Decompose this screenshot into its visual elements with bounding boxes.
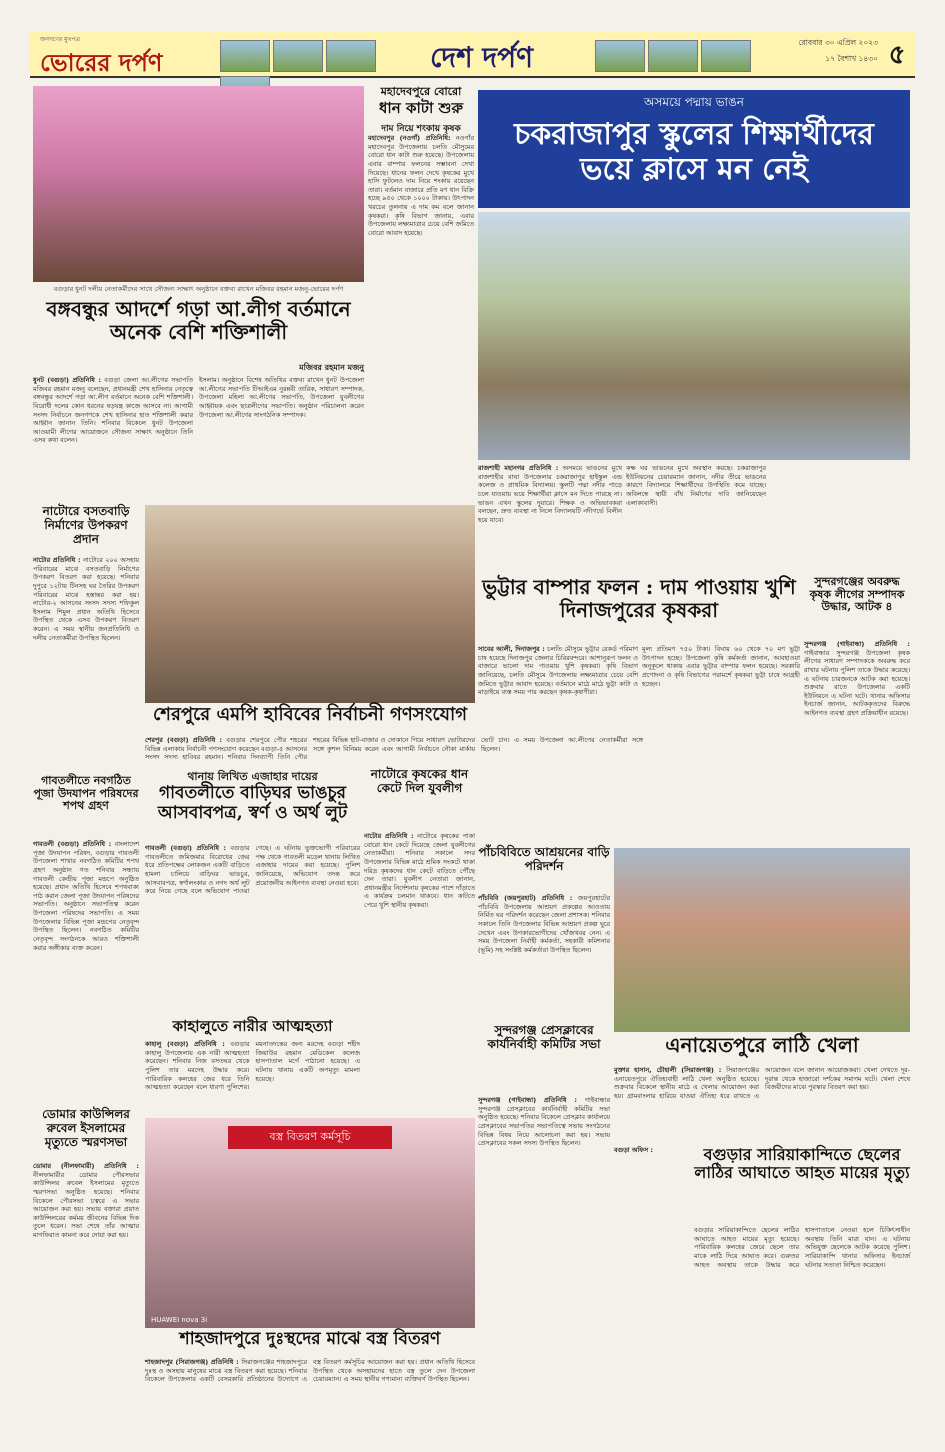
- top-story-body-3: [770, 464, 910, 568]
- article-text: বাংলাদেশ পূজা উদযাপন পরিষদ, বগুড়ার গাবতলী উপজেলা শাখার নবগঠিত কমিটির শপথ গ্রহণ অনুষ্ঠান গত শনিবার সন্ধ্যায় গাবতলী কেন্দ্রীয় পূজা মন্ডপে অনুষ্ঠিত হয়েছে। প্রধান অতিথি হিসেবে শপথবাক্য পাঠ করান জেলা পূজা উদযাপন পরিষদের সভাপতি। অনুষ্ঠানে সভাপতিত্ব করেন উপজেলা পরিষদের সভাপতি। এ সময় উপজেলার বিভিন্ন পূজা মন্ডপের নেতৃবৃন্দ উপস্থিত ছিলেন। নবগঠিত কমিটির নেতৃবৃন্দ সংগঠনকে আরও শক্তিশালী করার অঙ্গীকার ব্যক্ত করেন।: [33, 840, 139, 952]
- article-text: মূল্য প্রতিমণ ৭৫০ টাকা। বিঘায় ৬০ থেকে ৭০ মণ ভুট্টা উৎপাদন হচ্ছে। উপজেলা কৃষি কর্মকর্তা জানান, আবহাওয়া অনুকূলে থাকায় এবার ভুট্টার বাম্পার ফলন হয়েছে। সরকারি প্রণোদনা ও কৃষি বিভাগের পরামর্শে কৃষকরা ভুট্টা চাষে আগ্রহী হচ্ছেন।: [642, 645, 800, 688]
- headline-bangabandhu: বঙ্গবন্ধুর আদর্শে গড়া আ.লীগ বর্তমানে অনেক বেশি শক্তিশালী: [46, 297, 351, 344]
- byline: নাটোর প্রতিনিধি :: [33, 556, 81, 564]
- thumb-image: [326, 40, 376, 72]
- article-text: নীলফামারীর ডোমার পৌরসভার কাউন্সিলর রুবেল ইসলামের মৃত্যুতে স্মরণসভা অনুষ্ঠিত হয়েছে। শনিবার বিকেলে পৌরসভা চত্বরে এ সভার আয়োজন করা হয়। সভায় বক্তারা প্রয়াত কাউন্সিলরের কর্মময় জীবনের বিভিন্ন দিক তুলে ধরেন। সভা শেষে তাঁর আত্মার মাগফিরাত কামনা করে দোয়া করা হয়।: [33, 1170, 139, 1240]
- headline-sundarganj-press: সুন্দরগঞ্জ প্রেসক্লাবের কার্যনির্বাহী কমিটির সভা: [487, 1023, 601, 1051]
- headline-kahalu: কাহালুতে নারীর আত্মহত্যা: [172, 1017, 333, 1035]
- article-body-vutta-2: [642, 645, 800, 841]
- article-body-lathi: [614, 1066, 910, 1142]
- top-story-headline-box: [478, 90, 910, 208]
- article-text: বগুড়া জেলা আ.লীগের সভাপতি মজিবর রহমান মজনু বলেছেন, প্রধানমন্ত্রী শেখ হাসিনার নেতৃত্বে বঙ্গবন্ধুর আদর্শে গড়া আ.লীগ বর্তমানে অনেক বেশি শক্তিশালী। বিরোধী দলের কোন ধরনের ষড়যন্ত্র কাজে আসবে না। আগামী সংসদ নির্বাচনে জনগণকে শেখ হাসিনার হাত শক্তিশালী করার আহ্বান জানান তিনি। শনিবার বিকেলে ধুনট উপজেলা আওয়ামী লীগের আয়োজনে সৌজন্য সাক্ষাৎ অনুষ্ঠানে তিনি এসব কথা বলেন।: [33, 376, 193, 445]
- masthead-photo-strip-left: [220, 40, 420, 74]
- harvest-deck: দাম নিয়ে শংকায় কৃষক: [381, 124, 461, 134]
- thumb-image: [273, 40, 323, 72]
- byline: সুন্দরগঞ্জ (গাইবান্ধা) প্রতিনিধি :: [804, 640, 910, 648]
- author-name: মজিবর রহমান মজনু: [299, 363, 364, 372]
- article-body-puja: [33, 840, 139, 1102]
- headline-natore-rice: নাটোরে কৃষকের ধান কেটে দিল যুবলীগ: [370, 767, 469, 795]
- article-text: বগুড়ার গাবতলীতে জমিজমার বিরোধের জের ধরে প্রতিপক্ষের লোকজন একটি বাড়িতে হামলা চালিয়ে বাড়িঘর ভাঙচুর, আসবাবপত্র, স্বর্ণালংকার ও নগদ অর্থ লুট করে নিয়ে গেছে বলে অভিযোগ পাওয়া গেছে। এ ঘটনায় ভুক্তভোগী পরিবারের পক্ষ থেকে গাবতলী মডেল থানায় লিখিত এজাহার দায়ের করা হয়েছে। পুলিশ জানিয়েছে, অভিযোগ তদন্ত করে প্রয়োজনীয় আইনগত ব্যবস্থা নেওয়া হবে।: [145, 844, 360, 896]
- masthead: [30, 32, 915, 78]
- river-erosion-photo: [478, 212, 910, 460]
- byline: গাবতলী (বগুড়া) প্রতিনিধি :: [145, 844, 226, 852]
- article-body-sariakandi: [694, 1226, 910, 1422]
- date-gregorian: রোববার ৩০ এপ্রিল ২০২৩: [798, 38, 878, 47]
- article-text: চলতি মৌসুমে ভুট্টার রেকর্ড পরিমাণ চাষ হয়েছে দিনাজপুর জেলার চিরিরবন্দরে। আশানুরূপ ফলন ও বাজারে ভালো দাম পাওয়ায় খুশি কৃষকরা। কৃষি বিভাগ জানিয়েছে, চলতি মৌসুমে উপজেলায় লক্ষ্যমাত্রার চেয়ে বেশি জমিতে ভুট্টার আবাদ হয়েছে। বর্তমানে মাঠে মাঠে ভুট্টা কাটা ও মাড়াইয়ে ব্যস্ত সময় পার করছেন কৃষক-কৃষাণীরা।: [478, 645, 638, 697]
- photo-watermark: HUAWEI nova 3i: [151, 1316, 208, 1324]
- article-body-vutta-1: [478, 645, 638, 841]
- section-title: দেশ দর্পণ: [430, 41, 534, 74]
- rally-photo-caption: বগুড়ার ধুনট দলীয় নেতাকর্মীদের সাথে সৌজন্য সাক্ষাৎ অনুষ্ঠানে বক্তব্য রাখেন মজিবর রহমান মজনু-ভোরের দর্পণ: [53, 285, 344, 293]
- headline-clothes: শাহজাদপুরে দুঃস্থদের মাঝে বস্ত্র বিতরণ: [179, 1329, 441, 1349]
- byline: ধুনট (বগুড়া) প্রতিনিধি :: [33, 376, 101, 384]
- byline: মহাদেবপুর (নওগাঁ) প্রতিনিধি:: [368, 134, 451, 142]
- article-text: কক্ষ ঘর ভাঙনের মুখে অবস্থান করছে। চকরাজাপুর ইউনিয়নের চেয়ারম্যান জানান, নদীর তীরে ভাঙনের কারণে বিদ্যালয়ে শিক্ষার্থীদের উপস্থিতি কমে যাচ্ছে। অবিলম্বে স্থায়ী বাঁধ নির্মাণের দাবি জানিয়েছেন এলাকাবাসী।: [626, 464, 766, 507]
- headline-panchbibi: পাঁচবিবিতে আশ্রয়নের বাড়ি পরিদর্শন: [478, 845, 610, 873]
- article-body-housing: [33, 556, 139, 770]
- byline: ডোমার (নীলফামারী) প্রতিনিধি :: [33, 1162, 139, 1170]
- byline: মুক্তার হাসান, চৌহালী (সিরাজগঞ্জ) :: [614, 1066, 722, 1074]
- article-text: জয়পুরহাটের পাঁচবিবি উপজেলায় আশ্রয়ণ প্রকল্পের আওতায় নির্মিত ঘর পরিদর্শন করেছেন জেলা প্রশাসক। শনিবার সকালে তিনি উপজেলার বিভিন্ন আশ্রয়ণ প্রকল্প ঘুরে দেখেন এবং উপকারভোগীদের খোঁজখবর নেন। এ সময় উপজেলা নির্বাহী কর্মকর্তা, সহকারী কমিশনার (ভূমি) সহ সংশ্লিষ্ট কর্মকর্তারা উপস্থিত ছিলেন।: [478, 894, 610, 954]
- headline-harvest: ধান কাটা শুরু: [379, 99, 463, 117]
- thumb-image: [595, 40, 645, 72]
- clothes-banner: বস্ত্র বিতরণ কর্মসূচি: [228, 1126, 392, 1149]
- brand-logo: ভোরের দর্পণ: [40, 48, 163, 77]
- page-number: ৫: [888, 40, 906, 70]
- article-text: বগুড়ার শেরপুরে পৌর শহরের বিভিন্ন এলাকায় নির্বাচনী গণসংযোগ করেছেন বগুড়া-৫ আসনের সংসদ সদস্য হাবিবর রহমান। শনিবার দিনব্যাপী তিনি পৌর শহরের বিভিন্ন হাট-বাজার ও দোকানে গিয়ে সাধারণ ভোটারদের সঙ্গে কুশল বিনিময় করেন এবং আগামী নির্বাচনে নৌকা মার্কায় ভোট চান। এ সময় উপজেলা আ.লীগের নেতাকর্মীরা সঙ্গে ছিলেন।: [145, 736, 643, 762]
- headline-vutta: ভুট্টার বাম্পার ফলন : দাম পাওয়ায় খুশি দিনাজপুরের কৃষকরা: [482, 575, 796, 622]
- article-body-bangabandhu-2: [199, 376, 364, 500]
- byline: শাহজাদপুর (সিরাজগঞ্জ) প্রতিনিধি :: [145, 1358, 239, 1366]
- headline-councillor: ডোমার কাউন্সিলর রুবেল ইসলামের মৃত্যুতে স্মরণসভা: [42, 1107, 130, 1149]
- article-body-natore-rice: [364, 832, 475, 1062]
- article-body-sherpur: [145, 736, 643, 766]
- article-body-councillor: [33, 1162, 139, 1422]
- date-block: [768, 38, 878, 74]
- article-body-sundarganj-press: [478, 1096, 610, 1422]
- byline: পাঁচবিবি (জয়পুরহাট) প্রতিনিধি :: [478, 894, 573, 902]
- headline-theft: গাবতলীতে বাড়িঘর ভাঙচুর আসবাবপত্র, স্বর্ণ ও অর্থ লুট: [157, 783, 348, 823]
- thumb-image: [648, 40, 698, 72]
- article-body-sariakandi-lead: [614, 1146, 690, 1422]
- headline-harvest-top: মহাদেবপুরে বোরো: [380, 85, 462, 98]
- date-bengali: ১৭ বৈশাখ ১৪৩০: [825, 54, 878, 63]
- article-text: ইসলাম। অনুষ্ঠানে বিশেষ অতিথির বক্তব্য রাখেন ধুনট উপজেলা আ.লীগের সভাপতি টিআইএম নুরন্নবী তারিক, সাধারণ সম্পাদক, উপজেলা মহিলা আ.লীগের সভাপতি, উপজেলা যুবলীগের আহ্বায়ক এবং ছাত্রলীগের সভাপতি। অনুষ্ঠান পরিচালনা করেন উপজেলা আ.লীগের সাংগঠনিক সম্পাদক।: [199, 376, 364, 419]
- article-body-sundarganj-arrest: [804, 640, 910, 840]
- headline-sundarganj-arrest: সুন্দরগঞ্জের অবরুদ্ধ কৃষক লীগের সম্পাদক উদ্ধার, আটক ৪: [809, 575, 905, 614]
- campaign-photo: [145, 505, 475, 703]
- article-text: নাটোরে কৃষকের পাকা বোরো ধান কেটে দিয়েছে জেলা যুবলীগের নেতাকর্মীরা। শনিবার সকালে সদর উপজেলার বিভিন্ন মাঠে শ্রমিক সংকটে থাকা দরিদ্র কৃষকদের ধান কেটে বাড়িতে পৌঁছে দেন তারা। যুবলীগ নেতারা জানান, প্রধানমন্ত্রীর নির্দেশনায় কৃষকের পাশে দাঁড়াতে এ কার্যক্রম চলমান থাকবে। ধান কাটতে পেরে খুশি স্থানীয় কৃষকরা।: [364, 832, 475, 910]
- article-body-kahalu: [145, 1040, 360, 1110]
- brand-tagline: জনগণের মুখপত্র: [40, 36, 80, 43]
- article-text: সিরাজগঞ্জের এনায়েতপুরে ঐতিহ্যবাহী লাঠি খেলা অনুষ্ঠিত হয়েছে। শুক্রবার বিকেলে স্থানীয় মাঠে এ খেলার আয়োজন করা হয়। গ্রামবাংলার হারিয়ে যাওয়া ঐতিহ্য ধরে রাখতে এ আয়োজন বলে জানান আয়োজকরা। খেলা দেখতে দূর-দূরান্ত থেকে হাজারো দর্শকের সমাগম ঘটে। খেলা শেষে বিজয়ীদের মাঝে পুরস্কার বিতরণ করা হয়।: [614, 1066, 910, 1100]
- article-text: অসময়ে ভাঙনের মুখে রাজশাহীর বাঘা উপজেলার চকরাজাপুর হাইস্কুল এন্ড কলেজ ও প্রাথমিক বিদ্যালয়। স্কুলটি পদ্মা নদীর পাড়ে চলে যাওয়ায় ভয়ে শিক্ষার্থীরা ক্লাসে মন দিতে পারছে না। ভাঙন এখন স্কুলের দুয়ারে। শিক্ষক ও অভিভাবকরা বলছেন, দ্রুত ব্যবস্থা না নিলে বিদ্যালয়টি নদীগর্ভে বিলীন হয়ে যাবে।: [478, 464, 622, 524]
- byline: সুন্দরগঞ্জ (গাইবান্ধা) প্রতিনিধি :: [478, 1096, 577, 1104]
- byline: শেরপুর (বগুড়া) প্রতিনিধি :: [145, 736, 223, 744]
- article-text: গাইবান্ধার সুন্দরগঞ্জ প্রেসক্লাবের কার্যনির্বাহী কমিটির সভা অনুষ্ঠিত হয়েছে। শনিবার বিকেলে প্রেসক্লাব কার্যালয়ে প্রেসক্লাবের সভাপতির সভাপতিত্বে সভায় সংগঠনের বিভিন্ন বিষয় নিয়ে আলোচনা করা হয়। সভায় প্রেসক্লাবের সকল সদস্য উপস্থিত ছিলেন।: [478, 1096, 610, 1148]
- byline: নাটোর প্রতিনিধি :: [364, 832, 414, 840]
- byline: রাজশাহী মহানগর প্রতিনিধি :: [478, 464, 559, 472]
- top-story-body-1: [478, 464, 622, 568]
- headline-housing: নাটোরে বসতবাড়ি নির্মাণের উপকরণ প্রদান: [42, 504, 130, 546]
- article-body-theft: [145, 844, 360, 1014]
- top-story-headline: চকরাজাপুর স্কুলের শিক্ষার্থীদের ভয়ে ক্লাসে মন নেই: [514, 117, 874, 187]
- masthead-photo-strip-right: [595, 40, 765, 74]
- top-story-kicker: অসময়ে পদ্মায় ভাঙন: [644, 95, 744, 109]
- article-text: বগুড়ার কাহালু উপজেলায় এক নারী আত্মহত্যা করেছেন। শনিবার নিজ বসতঘর থেকে পুলিশ তার মরদেহ উদ্ধার করে। পারিবারিক কলহের জের ধরে তিনি আত্মহত্যা করেছেন বলে ধারণা পুলিশের। ময়নাতদন্তের জন্য মরদেহ বগুড়া শহীদ জিয়াউর রহমান মেডিকেল কলেজ হাসপাতাল মর্গে পাঠানো হয়েছে। এ ঘটনায় থানায় একটি অপমৃত্যু মামলা হয়েছে।: [145, 1040, 360, 1092]
- clothes-photo: [145, 1118, 475, 1328]
- lathi-khela-photo: [614, 848, 910, 1032]
- thumb-image: [220, 40, 270, 72]
- article-body-clothes: [145, 1358, 475, 1422]
- article-text: সিরাজগঞ্জের শাহজাদপুরে দুঃস্থ ও অসহায় মানুষের মাঝে বস্ত্র বিতরণ করা হয়েছে। শনিবার বিকেলে উপজেলার একটি বেসরকারি প্রতিষ্ঠানের উদ্যোগে এ বস্ত্র বিতরণ কর্মসূচির আয়োজন করা হয়। প্রধান অতিথি হিসেবে উপস্থিত থেকে অসহায়দের হাতে বস্ত্র তুলে দেন উপজেলা চেয়ারম্যান। এ সময় স্থানীয় গণ্যমান্য ব্যক্তিবর্গ উপস্থিত ছিলেন।: [145, 1358, 475, 1384]
- rally-photo: [33, 86, 364, 282]
- byline: সাবের আলী, দিনাজপুর :: [478, 645, 545, 653]
- article-body-bangabandhu: [33, 376, 193, 500]
- article-text: গাইবান্ধার সুন্দরগঞ্জ উপজেলা কৃষক লীগের সাধারণ সম্পাদককে অবরুদ্ধ করে রাখার ঘটনায় পুলিশ তাকে উদ্ধার করেছে। এ ঘটনায় চারজনকে আটক করা হয়েছে। শুক্রবার রাতে উপজেলার একটি ইউনিয়নে এ ঘটনা ঘটে। থানার অফিসার ইনচার্জ জানান, আটককৃতদের বিরুদ্ধে আইনগত ব্যবস্থা গ্রহণ প্রক্রিয়াধীন রয়েছে।: [804, 648, 910, 718]
- byline: গাবতলী (বগুড়া) প্রতিনিধি :: [33, 840, 112, 848]
- article-body-harvest: [368, 134, 474, 498]
- article-body-panchbibi: [478, 894, 610, 1020]
- article-text: নাটোরে ২০০ অসহায় পরিবারের মাঝে বসতবাড়ি নির্মাণের উপকরণ বিতরণ করা হয়েছে। শনিবার দুপুরে ১২টায় টিনসহ ঘর তৈরির উপকরণ পরিবারের মাঝে হস্তান্তর করা হয়। নাটোর-২ আসনের সংসদ সদস্য শফিকুল ইসলাম শিমুল প্রধান অতিথি হিসেবে উপস্থিত থেকে এসব উপকরণ বিতরণ করেন। এ সময় স্থানীয় জনপ্রতিনিধি ও দলীয় নেতাকর্মীরা উপস্থিত ছিলেন।: [33, 556, 139, 642]
- headline-lathi: এনায়েতপুরে লাঠি খেলা: [665, 1033, 859, 1057]
- byline: বগুড়া অফিস :: [614, 1146, 653, 1154]
- byline: কাহালু (বগুড়া) প্রতিনিধি :: [145, 1040, 225, 1048]
- headline-sherpur: শেরপুরে এমপি হাবিবের নির্বাচনী গণসংযোগ: [152, 704, 467, 725]
- thumb-image: [701, 40, 751, 72]
- headline-sariakandi: বগুড়ার সারিয়াকান্দিতে ছেলের লাঠির আঘাতে আহত মায়ের মৃত্যু: [694, 1145, 910, 1183]
- brand-block: [40, 32, 220, 78]
- article-text: নওগাঁর মহাদেবপুর উপজেলায় চলতি মৌসুমের বোরো ধান কাটা শুরু হয়েছে। উপজেলায় এবার বাম্পার ফলনের সম্ভাবনা দেখা দিয়েছে। ধানের ফলন দেখে কৃষকের মুখে হাসি ফুটলেও দাম নিয়ে শংকায় রয়েছেন তারা। বর্তমান বাজারে প্রতি মণ ধান বিক্রি হচ্ছে ৯৫০ থেকে ১০০০ টাকায়। উৎপাদন খরচের তুলনায় এ দাম কম বলে জানান কৃষকরা। কৃষি বিভাগ জানায়, এবার উপজেলায় লক্ষ্যমাত্রার চেয়ে বেশি জমিতে বোরো আবাদ হয়েছে।: [368, 134, 474, 238]
- theft-kicker: থানায় লিখিত এজাহার দায়ের: [187, 770, 318, 783]
- article-text: বগুড়ার সারিয়াকান্দিতে ছেলের লাঠির আঘাতে আহত মায়ের মৃত্যু হয়েছে। পারিবারিক কলহের জেরে ছেলে তার মাকে লাঠি দিয়ে আঘাত করে। গুরুতর আহত অবস্থায় তাকে উদ্ধার করে হাসপাতালে নেওয়া হলে চিকিৎসাধীন অবস্থায় তিনি মারা যান। এ ঘটনায় অভিযুক্ত ছেলেকে আটক করেছে পুলিশ। সারিয়াকান্দি থানার অফিসার ইনচার্জ ঘটনার সত্যতা নিশ্চিত করেছেন।: [694, 1226, 910, 1269]
- top-story-body-2: [626, 464, 766, 568]
- headline-puja: গাবতলীতে নবগঠিত পূজা উদযাপন পরিষদের শপথ গ্রহণ: [33, 774, 139, 813]
